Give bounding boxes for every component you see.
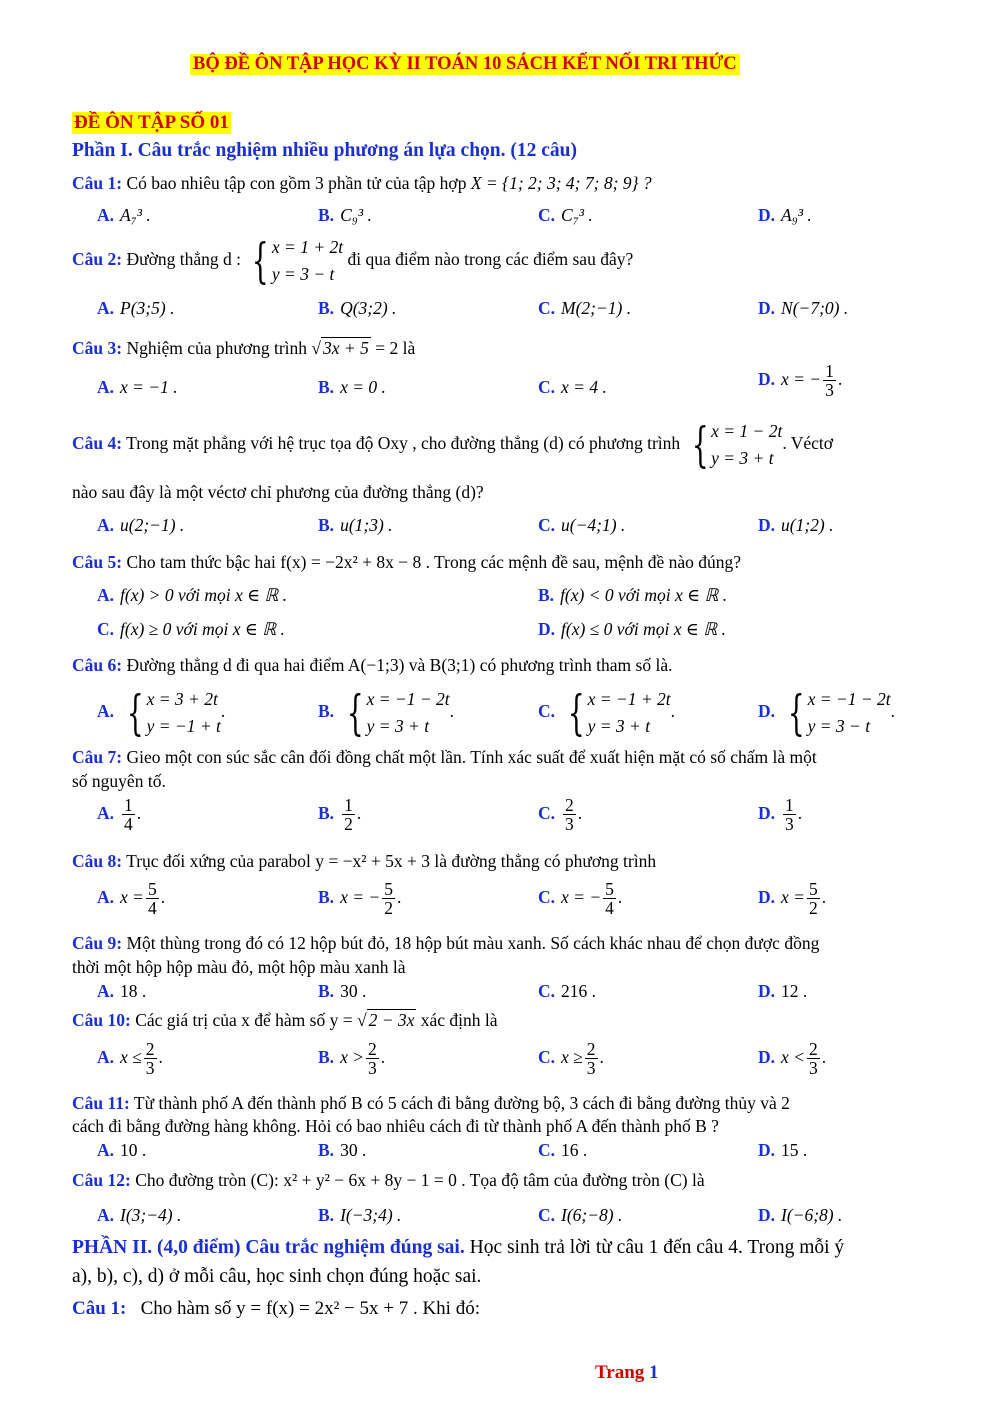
q5-option-d[interactable]: D. f(x) ≤ 0 với mọi x ∈ ℝ . — [538, 619, 726, 639]
q6-option-a[interactable]: A. { x = 3 + 2t y = −1 + t . — [97, 685, 226, 742]
q10-option-d[interactable]: D. x < $\frac{2}{3}$ . — [758, 1039, 827, 1079]
q10-option-c[interactable]: C. x ≥ $\frac{2}{3}$ . — [538, 1039, 604, 1079]
question-7: Câu 7: Gieo một con súc sắc cân đối đồng chất một lần. Tính xác suất để xuất hiện mặt có số chấm là một — [72, 747, 817, 767]
question-11: Câu 11: Từ thành phố A đến thành phố B có 5 cách đi bằng đường bộ, 3 cách đi bằng đường thủy và 2 — [72, 1093, 790, 1113]
question-1: Câu 1: Có bao nhiêu tập con gồm 3 phần tử của tập hợp X = {1; 2; 3; 4; 7; 8; 9} ? — [72, 173, 652, 193]
question-9: Câu 9: Một thùng trong đó có 12 hộp bút đỏ, 18 hộp bút màu xanh. Số cách khác nhau để chọn được đồng — [72, 933, 820, 953]
question-4: Câu 4: Trong mặt phẳng với hệ trục tọa độ Oxy , cho đường thẳng (d) có phương trình { x = 1 − 2t y = 3 + t . Véctơ — [72, 417, 834, 474]
question-10: Câu 10: Các giá trị của x để hàm số y = √ 2 − 3x xác định là — [72, 1010, 498, 1030]
part-2-heading: PHẦN II. (4,0 điểm) Câu trắc nghiệm đúng sai. Học sinh trả lời từ câu 1 đến câu 4. Trong mỗi ý — [72, 1237, 845, 1258]
q12-option-c[interactable]: C. I(6;−8) . — [538, 1205, 623, 1225]
q7-option-a[interactable]: A. $\frac{1}{4}$ . — [97, 795, 142, 835]
q2-option-c[interactable]: C. M(2;−1) . — [538, 298, 632, 318]
q7-option-b[interactable]: B. $\frac{1}{2}$ . — [318, 795, 362, 835]
q10-option-a[interactable]: A. x ≤ $\frac{2}{3}$ . — [97, 1039, 163, 1079]
document-title: BỘ ĐỀ ÔN TẬP HỌC KỲ II TOÁN 10 SÁCH KẾT NỐI TRI THỨC — [190, 54, 740, 75]
page-number: Trang 1 — [595, 1362, 659, 1383]
q5-option-a[interactable]: A. f(x) > 0 với mọi x ∈ ℝ . — [97, 585, 288, 605]
q9-option-c[interactable]: C. 216 . — [538, 981, 597, 1001]
part-2-question-1: Câu 1: Cho hàm số y = f(x) = 2x² − 5x + 7 . Khi đó: — [72, 1298, 480, 1319]
question-6: Câu 6: Đường thẳng d đi qua hai điểm A(−1;3) và B(3;1) có phương trình tham số là. — [72, 655, 673, 675]
q2-option-d[interactable]: D. N(−7;0) . — [758, 298, 849, 318]
q4-option-d[interactable]: D. u(1;2) . — [758, 515, 834, 535]
q2-option-a[interactable]: A. P(3;5) . — [97, 298, 175, 318]
question-7-line2: số nguyên tố. — [72, 771, 166, 791]
q6-option-c[interactable]: C. { x = −1 + 2t y = 3 + t . — [538, 685, 675, 742]
exam-title: ĐỀ ÔN TẬP SỐ 01 — [74, 112, 229, 133]
q5-option-c[interactable]: C. f(x) ≥ 0 với mọi x ∈ ℝ . — [97, 619, 285, 639]
q7-option-c[interactable]: C. $\frac{2}{3}$ . — [538, 795, 583, 835]
question-5: Câu 5: Cho tam thức bậc hai f(x) = −2x² + 8x − 8 . Trong các mệnh đề sau, mệnh đề nào đúng? — [72, 552, 742, 572]
q8-option-c[interactable]: C. x = − $\frac{5}{4}$ . — [538, 879, 623, 919]
q3-option-a[interactable]: A. x = −1 . — [97, 377, 178, 397]
question-11-line2: cách đi bằng đường hàng không. Hỏi có bao nhiêu cách đi từ thành phố A đến thành phố B ? — [72, 1116, 719, 1136]
q11-option-a[interactable]: A. 10 . — [97, 1140, 147, 1160]
question-4-line2: nào sau đây là một véctơ chỉ phương của đường thẳng (d)? — [72, 482, 484, 502]
q4-option-b[interactable]: B. u(1;3) . — [318, 515, 393, 535]
q12-option-b[interactable]: B. I(−3;4) . — [318, 1205, 402, 1225]
q12-option-a[interactable]: A. I(3;−4) . — [97, 1205, 182, 1225]
q7-option-d[interactable]: D. $\frac{1}{3}$ . — [758, 795, 803, 835]
q8-option-d[interactable]: D. x = $\frac{5}{2}$ . — [758, 879, 827, 919]
q1-option-c[interactable]: C. C₇³ . — [538, 205, 593, 225]
q3-option-d[interactable]: D. x = − $\frac{1}{3}$ . — [758, 361, 843, 401]
question-9-line2: thời một hộp hộp màu đỏ, một hộp màu xanh là — [72, 957, 406, 977]
q2-option-b[interactable]: B. Q(3;2) . — [318, 298, 397, 318]
q8-option-b[interactable]: B. x = − $\frac{5}{2}$ . — [318, 879, 402, 919]
q3-option-b[interactable]: B. x = 0 . — [318, 377, 386, 397]
q4-option-a[interactable]: A. u(2;−1) . — [97, 515, 185, 535]
q9-option-a[interactable]: A. 18 . — [97, 981, 147, 1001]
part-2-instruction: a), b), c), d) ở mỗi câu, học sinh chọn đúng hoặc sai. — [72, 1266, 482, 1287]
q1-option-b[interactable]: B. C₉³ . — [318, 205, 372, 225]
q6-option-b[interactable]: B. { x = −1 − 2t y = 3 + t . — [318, 685, 455, 742]
part-1-heading: Phần I. Câu trắc nghiệm nhiều phương án lựa chọn. (12 câu) — [72, 140, 577, 161]
q9-option-b[interactable]: B. 30 . — [318, 981, 367, 1001]
q5-option-b[interactable]: B. f(x) < 0 với mọi x ∈ ℝ . — [538, 585, 728, 605]
q6-option-d[interactable]: D. { x = −1 − 2t y = 3 − t . — [758, 685, 895, 742]
q8-option-a[interactable]: A. x = $\frac{5}{4}$ . — [97, 879, 166, 919]
q1-option-a[interactable]: A. A₇³ . — [97, 205, 151, 225]
q11-option-d[interactable]: D. 15 . — [758, 1140, 808, 1160]
q11-option-b[interactable]: B. 30 . — [318, 1140, 367, 1160]
q4-option-c[interactable]: C. u(−4;1) . — [538, 515, 626, 535]
q1-option-d[interactable]: D. A₉³ . — [758, 205, 812, 225]
question-8: Câu 8: Trục đối xứng của parabol y = −x² + 5x + 3 là đường thẳng có phương trình — [72, 851, 657, 871]
question-2: Câu 2: Đường thẳng d : { x = 1 + 2t y = 3 − t đi qua điểm nào trong các điểm sau đây? — [72, 233, 634, 290]
question-12: Câu 12: Cho đường tròn (C): x² + y² − 6x + 8y − 1 = 0 . Tọa độ tâm của đường tròn (C) là — [72, 1170, 705, 1190]
q11-option-c[interactable]: C. 16 . — [538, 1140, 588, 1160]
line-system: { x = 1 + 2t y = 3 − t — [252, 233, 344, 290]
q9-option-d[interactable]: D. 12 . — [758, 981, 808, 1001]
q10-option-b[interactable]: B. x > $\frac{2}{3}$ . — [318, 1039, 386, 1079]
question-3: Câu 3: Nghiệm của phương trình √ 3x + 5 = 2 là — [72, 338, 416, 358]
q12-option-d[interactable]: D. I(−6;8) . — [758, 1205, 843, 1225]
q3-option-c[interactable]: C. x = 4 . — [538, 377, 607, 397]
